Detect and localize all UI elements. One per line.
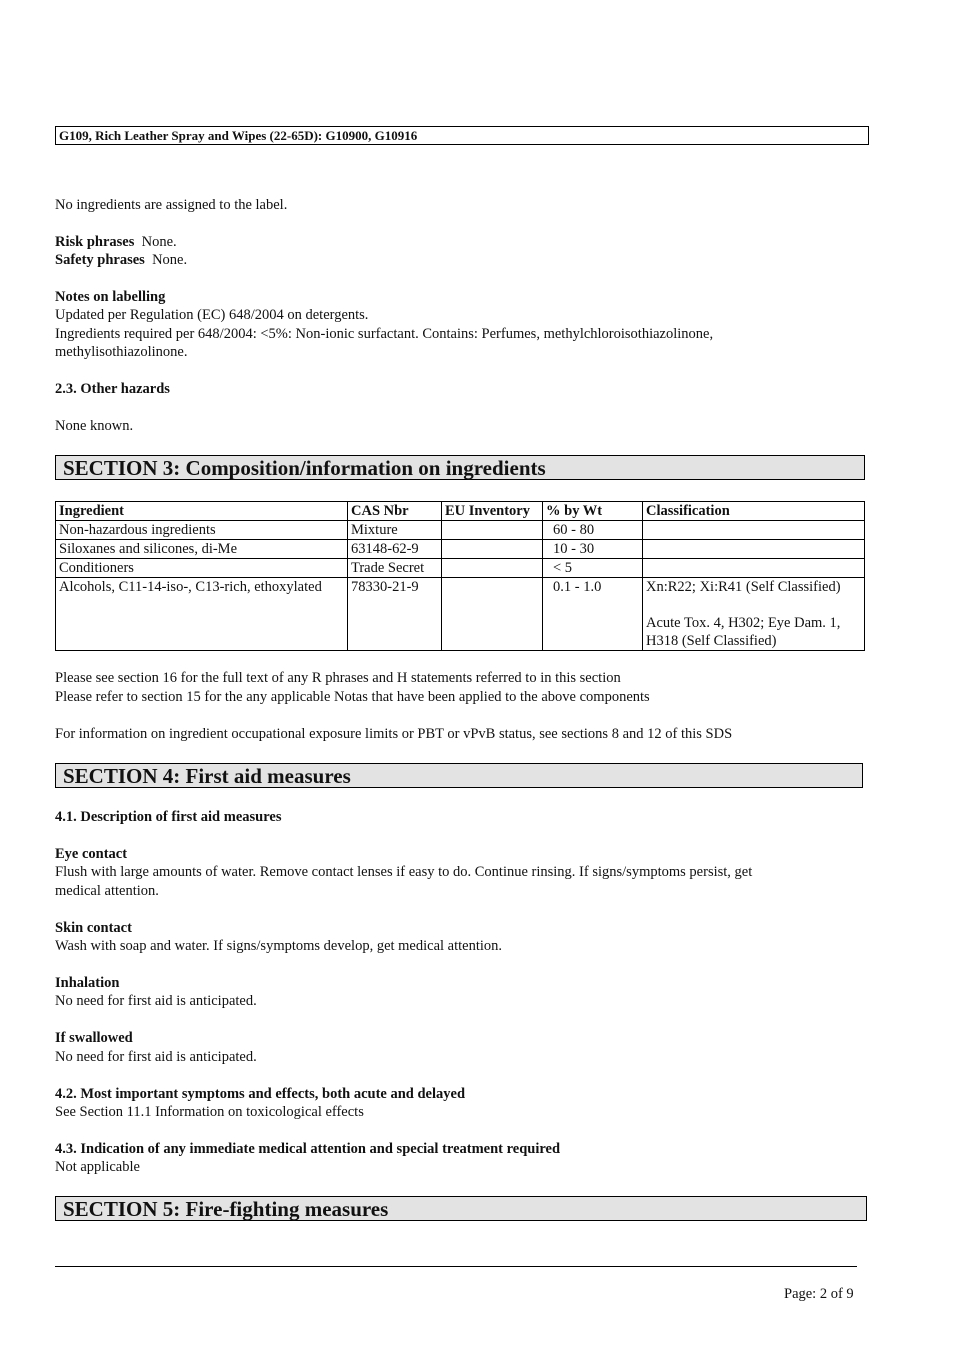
col-wt: % by Wt — [543, 502, 643, 521]
swallowed-heading: If swallowed — [55, 1030, 133, 1046]
cell-classification — [643, 578, 865, 651]
cell-wt: 10 - 30 — [543, 540, 643, 559]
document-header: G109, Rich Leather Spray and Wipes (22-65D): G10900, G10916 — [55, 126, 869, 145]
col-classification: Classification — [643, 502, 865, 521]
notes-line-3: methylisothiazolinone. — [55, 344, 188, 360]
section-3-note-3: For information on ingredient occupational exposure limits or PBT or vPvB status, see sections 8 and 12 of this SDS — [55, 726, 733, 742]
eye-contact-line-1: Flush with large amounts of water. Remove contact lenses if easy to do. Continue rinsing. If signs/symptoms persist, get — [55, 864, 753, 880]
cell-ingredient: Non-hazardous ingredients — [56, 521, 348, 540]
safety-phrases-label: Safety phrases — [55, 252, 145, 268]
swallowed-text: No need for first aid is anticipated. — [55, 1049, 257, 1065]
risk-phrases-value: None. — [141, 234, 177, 250]
eye-contact-line-2: medical attention. — [55, 883, 159, 899]
col-ingredient: Ingredient — [56, 502, 348, 521]
table-header-row — [56, 502, 865, 521]
other-hazards-value: None known. — [55, 418, 134, 434]
notes-line-1: Updated per Regulation (EC) 648/2004 on detergents. — [55, 307, 369, 323]
cell-cas: Mixture — [348, 521, 442, 540]
section-3-title: SECTION 3: Composition/information on ingredients — [55, 455, 865, 480]
cell-cas: 78330-21-9 — [348, 578, 442, 651]
section-4-1-heading: 4.1. Description of first aid measures — [55, 809, 282, 825]
table-row — [56, 559, 865, 578]
no-ingredients-text: No ingredients are assigned to the label. — [55, 197, 288, 213]
eye-contact-heading: Eye contact — [55, 846, 128, 862]
notes-line-2: Ingredients required per 648/2004: <5%: Non-ionic surfactant. Contains: Perfumes, methylchloroisothiazolinone, — [55, 326, 714, 342]
table-row — [56, 540, 865, 559]
skin-contact-text: Wash with soap and water. If signs/symptoms develop, get medical attention. — [55, 938, 503, 954]
safety-phrases — [55, 251, 187, 269]
section-4-2-text: See Section 11.1 Information on toxicological effects — [55, 1104, 364, 1120]
section-4-3-text: Not applicable — [55, 1159, 140, 1175]
cell-ingredient: Alcohols, C11-14-iso-, C13-rich, ethoxylated — [56, 578, 348, 651]
table-row — [56, 578, 865, 651]
cell-eu — [442, 559, 543, 578]
inhalation-heading: Inhalation — [55, 975, 120, 991]
skin-contact-heading: Skin contact — [55, 920, 132, 936]
risk-phrases-label: Risk phrases — [55, 234, 135, 250]
cell-eu — [442, 540, 543, 559]
cell-wt: 0.1 - 1.0 — [543, 578, 643, 651]
table-row — [56, 521, 865, 540]
cell-cas: 63148-62-9 — [348, 540, 442, 559]
section-4-title: SECTION 4: First aid measures — [55, 763, 863, 788]
col-eu-inventory: EU Inventory — [442, 502, 543, 521]
page-number: Page: 2 of 9 — [784, 1286, 854, 1302]
cell-eu — [442, 578, 543, 651]
cell-eu — [442, 521, 543, 540]
section-4-2-heading: 4.2. Most important symptoms and effects, both acute and delayed — [55, 1086, 466, 1102]
safety-phrases-value: None. — [152, 252, 188, 268]
cell-classification — [643, 559, 865, 578]
notes-heading: Notes on labelling — [55, 289, 166, 305]
cell-ingredient: Conditioners — [56, 559, 348, 578]
cell-classification — [643, 540, 865, 559]
section-3-note-2: Please refer to section 15 for the any applicable Notas that have been applied to the above components — [55, 689, 650, 705]
inhalation-text: No need for first aid is anticipated. — [55, 993, 257, 1009]
section-4-3-heading: 4.3. Indication of any immediate medical attention and special treatment required — [55, 1141, 561, 1157]
cell-cas: Trade Secret — [348, 559, 442, 578]
section-3-note-1: Please see section 16 for the full text of any R phrases and H statements referred to in this section — [55, 670, 621, 686]
section-5-title: SECTION 5: Fire-fighting measures — [55, 1196, 867, 1221]
other-hazards-heading: 2.3. Other hazards — [55, 381, 170, 397]
risk-phrases — [55, 233, 177, 251]
classification-text: Acute Tox. 4, H302; Eye Dam. 1, H318 (Self Classified) — [646, 615, 841, 649]
col-cas: CAS Nbr — [348, 502, 442, 521]
ingredients-table — [55, 501, 865, 651]
cell-classification — [643, 521, 865, 540]
cell-wt: 60 - 80 — [543, 521, 643, 540]
footer-divider — [55, 1266, 857, 1267]
classification-text: Xn:R22; Xi:R41 (Self Classified) — [646, 579, 841, 595]
cell-wt: < 5 — [543, 559, 643, 578]
cell-ingredient: Siloxanes and silicones, di-Me — [56, 540, 348, 559]
